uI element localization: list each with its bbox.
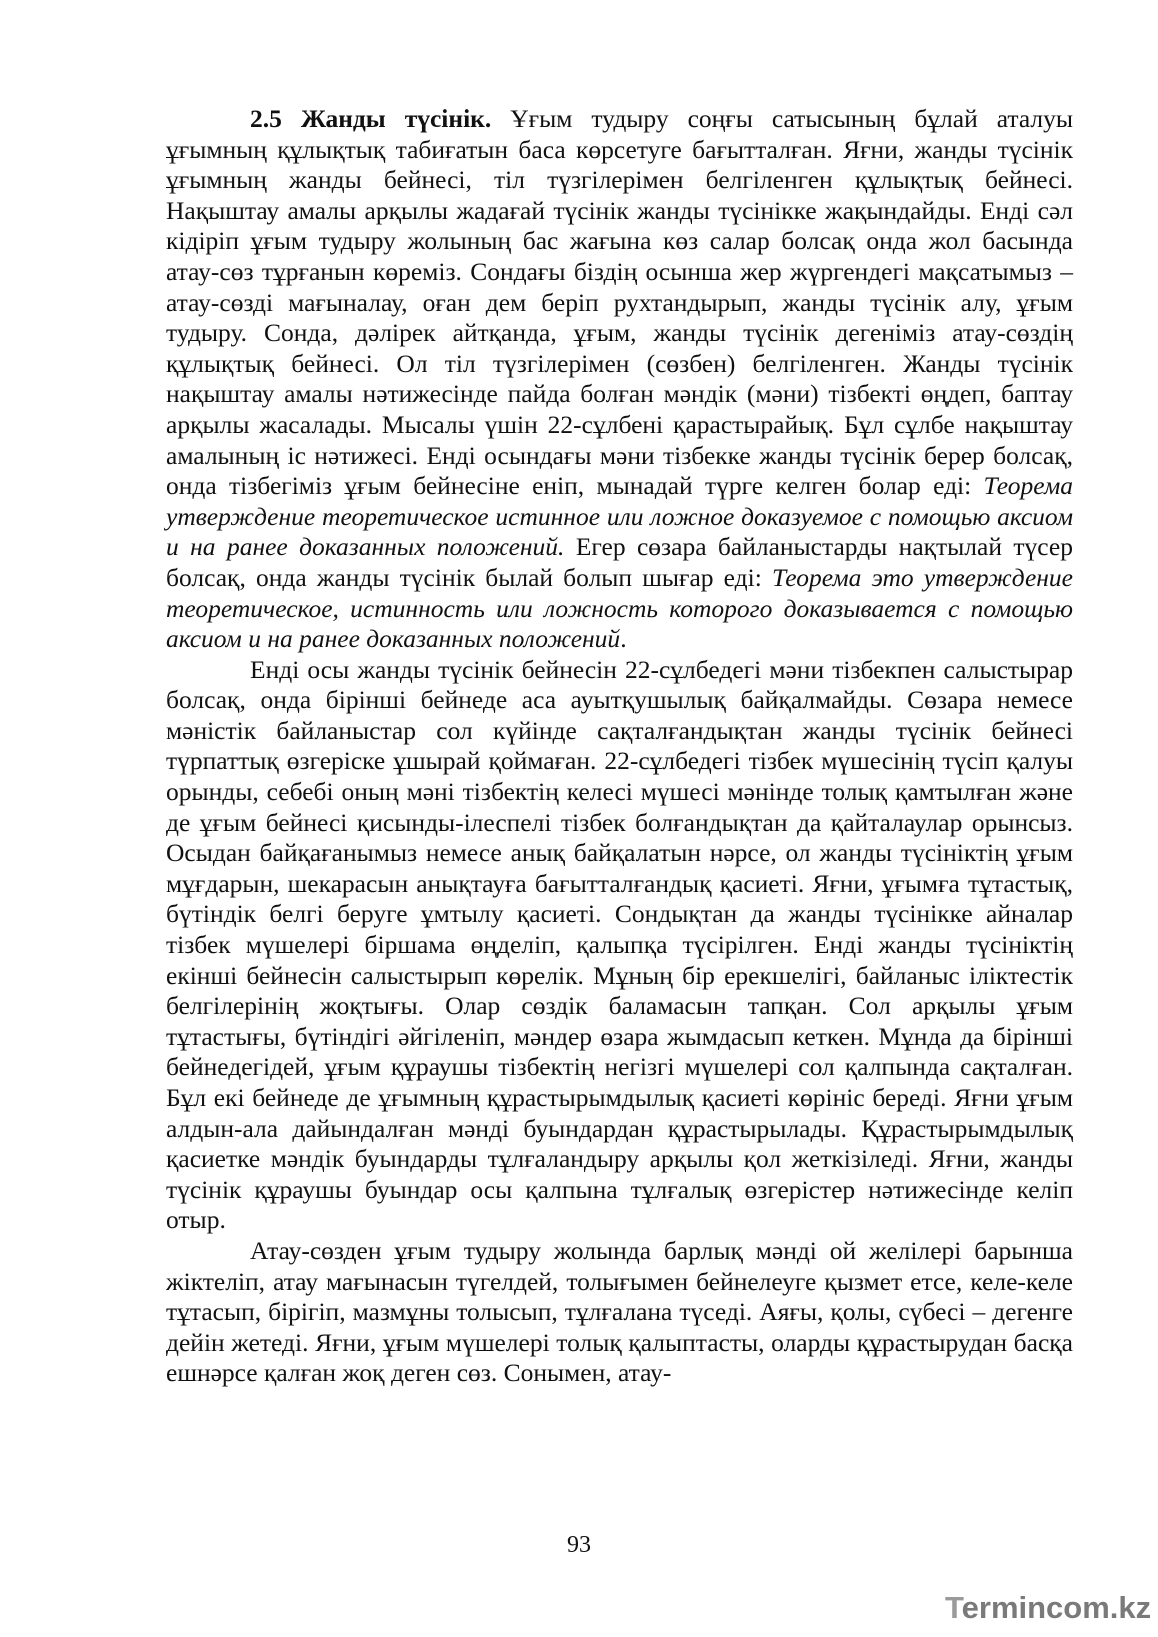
paragraph-1-text-2: Егер сөзара байланыстарды нақтылай түсер болсақ, онда жанды түсінік былай болып шығар еді: [166,532,1073,592]
section-heading: 2.5 Жанды түсінік. [250,104,492,133]
watermark-first-letter: T [945,1590,962,1625]
paragraph-1 [166,104,1073,655]
body-text [166,104,1073,1389]
watermark-logo [945,1588,1151,1628]
page-number: 93 [567,1532,591,1558]
italic-example-2: Теорема это утверждение теоретическое, истинность или ложность которого доказывается с помощью аксиом и на ранее доказанных положений [166,562,1073,654]
italic-example-1: Теорема утверждение теоретическое истинное или ложное доказуемое с помощью аксиом и на ранее доказанных положений. [166,471,1073,562]
paragraph-1-text: Ұғым тудыру соңғы сатысының бұлай аталуы ұғымның құлықтық табиғатын баса көрсетуге бағытталған. Яғни, жанды түсінік ұғымның жанды бейнесі, тіл түзгілерімен белгіленген құлықтық бейнесі. Нақыштау амалы арқылы жадағай түсінік жанды түсінікке жақындайды. Енді сәл кідіріп ұғым тудыру жолының бас жағына көз салар болсақ онда жол басында атау-сөз тұрғанын көреміз. Сондағы біздің осынша жер жүргендегі мақсатымыз – атау-сөзді мағыналау, оған дем беріп рухтандырып, жанды түсінік алу, ұғым тудыру. Сонда, дәлірек айтқанда, ұғым, жанды түсінік дегеніміз атау-сөздің құлықтық бейнесі. Ол тіл түзгілерімен (сөзбен) белгіленген. Жанды түсінік нақыштау амалы нәтижесінде пайда болған мәндік (мәни) тізбекті өңдеп, баптау арқылы жасалады. Мысалы үшін 22-сұлбені қарастырайық. Бұл сұлбе нақыштау амалының іс нәтижесі. Енді осындағы мәни тізбекке жанды түсінік берер болсақ, онда тізбегіміз ұғым бейнесіне еніп, мынадай түрге келген болар еді: [166,104,1074,501]
watermark-text: ermincom.kz [961,1590,1152,1625]
paragraph-2: Енді осы жанды түсінік бейнесін 22-сұлбедегі мәни тізбекпен салыстырар болсақ, онда бірінші бейнеде аса ауытқушылық байқалмайды. Сөзара немесе мәністік байланыстар сол күйінде сақталғандықтан жанды түсінік бейнесі түрпаттық өзгеріске ұшырай қоймаған. 22-сұлбедегі тізбек мүшесінің түсіп қалуы орынды, себебі оның мәні тізбектің келесі мүшесі мәнінде толық қамтылған және де ұғым бейнесі қисынды-ілеспелі тізбек болғандықтан да қайталаулар орынсыз. Осыдан байқағанымыз немесе анық байқалатын нәрсе, ол жанды түсініктің ұғым мұғдарын, шекарасын анықтауға бағытталғандық қасиеті. Яғни, ұғымға тұтастық, бүтіндік белгі беруге ұмтылу қасиеті. Сондықтан да жанды түсінікке айналар тізбек мүшелері біршама өңделіп, қалыпқа түсірілген. Енді жанды түсініктің екінші бейнесін салыстырып көрелік. Мұның бір ерекшелігі, байланыс іліктестік белгілерінің жоқтығы. Олар сөздік баламасын тапқан. Сол арқылы ұғым тұтастығы, бүтіндігі әйгіленіп, мәндер өзара жымдасып кеткен. Мұнда да бірінші бейнедегідей, ұғым құраушы тізбектің негізгі мүшелері сол қалпында сақталған. Бұл екі бейнеде де ұғымның құрастырымдылық қасиеті көрініс береді. Яғни ұғым алдын-ала дайындалған мәнді буындардан құрастырылады. Құрастырымдылық қасиетке мәндік буындарды тұлғаландыру арқылы қол жеткізіледі. Яғни, жанды түсінік құраушы буындар осы қалпына тұлғалық өзгерістер нәтижесінде келіп отыр. [166,654,1073,1235]
paragraph-1-end: . [620,624,627,654]
paragraph-3: Атау-сөзден ұғым тудыру жолында барлық мәнді ой желілері барынша жіктеліп, атау мағынасын түгелдей, толығымен бейнелеуге қызмет етсе, келе-келе тұтасып, бірігіп, мазмұны толысып, тұлғалана түседі. Аяғы, қолы, сүбесі – дегенге дейін жетеді. Яғни, ұғым мүшелері толық қалыптасты, оларды құрастырудан басқа ешнәрсе қалған жоқ деген сөз. Сонымен, атау- [166,1235,1073,1388]
